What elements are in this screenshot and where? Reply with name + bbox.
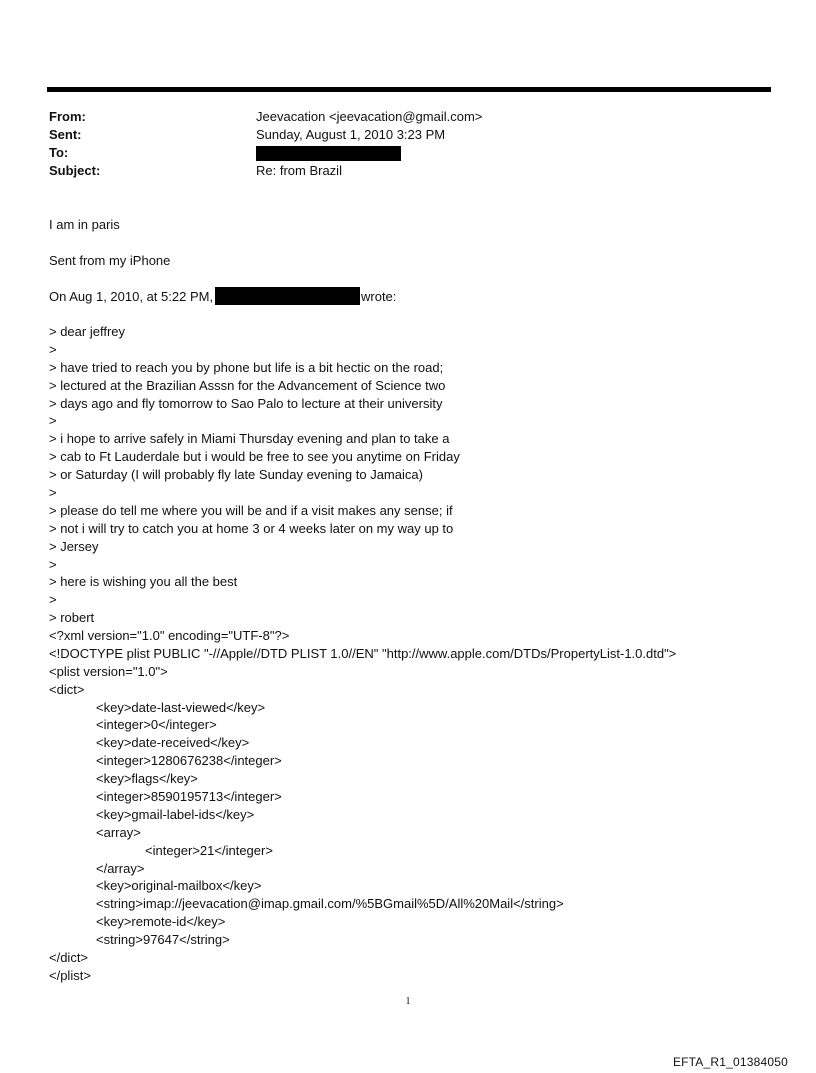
subject-label: Subject: — [49, 163, 101, 178]
plist-line: <integer>0</integer> — [96, 717, 217, 733]
quoted-line: > — [49, 485, 57, 501]
from-value: Jeevacation <jeevacation@gmail.com> — [256, 109, 483, 124]
plist-line: <key>date-received</key> — [96, 735, 250, 751]
wrote-prefix: On Aug 1, 2010, at 5:22 PM, — [49, 289, 214, 304]
bates-number: EFTA_R1_01384050 — [672, 1055, 788, 1069]
to-label: To: — [49, 145, 69, 160]
quoted-line: > — [49, 556, 57, 572]
sent-value: Sunday, August 1, 2010 3:23 PM — [256, 127, 446, 142]
wrote-suffix: wrote: — [361, 289, 397, 304]
plist-line: <?xml version="1.0" encoding="UTF-8"?> — [49, 628, 290, 643]
plist-line: <array> — [96, 824, 141, 840]
body-line-paris: I am in paris — [49, 217, 120, 232]
plist-line: <key>flags</key> — [96, 771, 198, 787]
sender-redaction — [215, 287, 360, 305]
plist-line: <integer>8590195713</integer> — [96, 789, 282, 805]
quoted-line: > please do tell me where you will be and if a visit makes any sense; if — [49, 502, 453, 518]
quoted-line: > — [49, 592, 57, 608]
quoted-line: > here is wishing you all the best — [49, 574, 238, 590]
plist-line: <!DOCTYPE plist PUBLIC "-//Apple//DTD PLIST 1.0//EN" "http://www.apple.com/DTDs/PropertyList-1.0.dtd"> — [49, 645, 677, 661]
plist-line: <key>date-last-viewed</key> — [96, 699, 266, 715]
plist-line: <integer>21</integer> — [145, 842, 273, 858]
plist-line: </dict> — [49, 950, 89, 966]
quoted-line: > cab to Ft Lauderdale but i would be free to see you anytime on Friday — [49, 449, 460, 465]
plist-line: <string>imap://jeevacation@imap.gmail.com/%5BGmail%5D/All%20Mail</string> — [96, 896, 564, 912]
plist-line: <key>original-mailbox</key> — [96, 878, 262, 894]
plist-line: <plist version="1.0"> — [49, 663, 168, 679]
plist-line: <key>remote-id</key> — [96, 914, 226, 930]
quoted-line: > — [49, 341, 57, 357]
quoted-message — [49, 323, 460, 627]
body-line-sent-from: Sent from my iPhone — [49, 253, 171, 268]
quoted-line: > have tried to reach you by phone but life is a bit hectic on the road; — [49, 359, 444, 375]
quoted-line: > or Saturday (I will probably fly late Sunday evening to Jamaica) — [49, 467, 423, 483]
quoted-line: > not i will try to catch you at home 3 or 4 weeks later on my way up to — [49, 520, 454, 536]
quoted-line: > — [49, 413, 57, 429]
quoted-line: > dear jeffrey — [49, 324, 126, 339]
plist-line: <integer>1280676238</integer> — [96, 753, 282, 769]
subject-value: Re: from Brazil — [256, 163, 342, 178]
plist-line: <string>97647</string> — [96, 932, 230, 948]
sent-label: Sent: — [49, 127, 82, 142]
plist-line: </array> — [96, 860, 145, 876]
quoted-line: > Jersey — [49, 538, 99, 554]
plist-line: <key>gmail-label-ids</key> — [96, 806, 255, 822]
to-redaction — [256, 146, 401, 161]
from-label: From: — [49, 109, 86, 124]
plist-xml — [49, 627, 676, 985]
quoted-line: > lectured at the Brazilian Asssn for the Advancement of Science two — [49, 377, 446, 393]
header-rule — [47, 87, 771, 92]
quoted-line: > i hope to arrive safely in Miami Thursday evening and plan to take a — [49, 431, 450, 447]
plist-line: <dict> — [49, 681, 85, 697]
quoted-line: > robert — [49, 610, 95, 626]
page-number: 1 — [405, 996, 411, 1007]
plist-line: </plist> — [49, 967, 91, 983]
quoted-line: > days ago and fly tomorrow to Sao Palo to lecture at their university — [49, 395, 443, 411]
